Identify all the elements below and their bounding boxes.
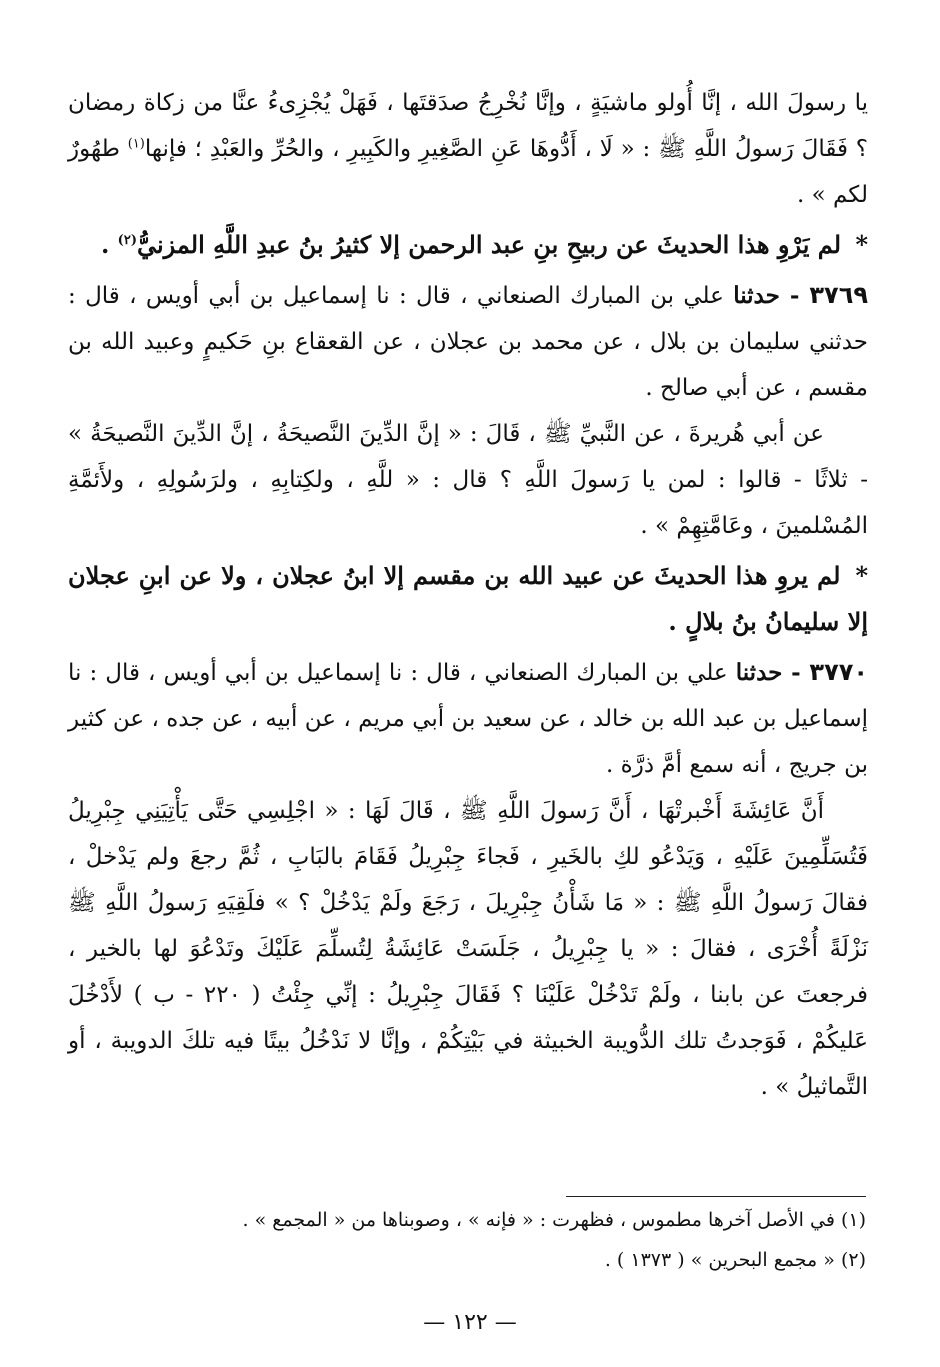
hadith-3770-matn-end: لأَدْخُلَ عَليكُمْ ، فَوَجدتُ تلك الدُّويبة الخبيثة في بَيْتِكُمْ ، وإنَّا لا نَدْخُلُ بيتًا فيه تلكَ الدويبة ، أو التَّماثيلُ » . [68,982,868,1100]
page-number: — ١٢٢ — [423,1310,517,1335]
footnote-2: (٢) « مجمع البحرين » ( ١٣٧٣ ) . [604,1249,866,1271]
hadith-3769-chain: علي بن المبارك الصنعاني ، قال : نا إسماعيل بن أبي أويس ، قال : حدثني سليمان بن بلال ، عن محمد بن عجلان ، عن القعقاع بنِ حَكيمٍ وعبيد الله بن مقسم ، عن أبي صالح . [68,283,868,401]
hadith-3769-isnad [68,272,868,411]
note1-text: لم يَرْوِ هذا الحديثَ عن ربيحِ بنِ عبد الرحمن إلا كثيرُ بنُ عبدِ اللَّهِ المزنيُّ [136,230,850,259]
hadith-number-3769: ٣٧٦٩ [809,281,868,309]
footnote-divider [566,1196,866,1197]
footnotes [66,1200,866,1280]
hadith-3770-matn [68,788,868,1110]
hadith-3770-lead: - حدثنا [735,659,810,686]
editor-note-1 [68,222,868,268]
star-icon: * [855,561,868,590]
star-icon: * [855,230,868,259]
editor-note-2 [68,553,868,645]
footnote-1: (١) في الأصل آخرها مطموس ، فظهرت : « فإنه » ، وصوبناها من « المجمع » . [242,1209,866,1231]
hadith-3770-matn-text: أَنَّ عَائِشَةَ أَخْبرتْهَا ، أَنَّ رَسولَ اللَّهِ ﷺ ، قَالَ لَهَا : « اجْلِسِي حَتَّى يَأْتِيَنِي جِبْرِيلُ فَتُسَلِّمِينَ عَلَيْهِ ، وَيَدْعُو لكِ بالخَيرِ ، فَجاءَ جِبْرِيلُ فَقَامَ بالبَابِ ، ثُمَّ رجعَ ولم يَدْخلْ ، فقالَ رَسولُ اللَّهِ ﷺ : « مَا شَأْنُ جِبْرِيلَ ، رَجَعَ ولَمْ يَدْخُلْ ؟ » فلَقِيَهِ رَسولُ اللَّهِ ﷺ نَزْلَةً أُخْرَى ، فقالَ : « يا جِبْرِيلُ ، جَلَسَتْ عَائِشَةُ لِتُسلِّمَ عَلَيْكَ وتَدْعُوَ لها بالخير ، فرجعتَ عن بابنا ، ولَمْ تَدْخُلْ عَلَيْنَا ؟ فَقَالَ جِبْرِيلُ : إنِّي جِئْتُ [68,798,868,1008]
hadith-continuation [68,80,868,218]
hadith-3769-lead: - حدثنا [733,282,810,309]
hadith-3770-chain: علي بن المبارك الصنعاني ، قال : نا إسماعيل بن أبي أويس ، قال : نا إسماعيل بن عبد الله بن خالد ، عن سعيد بن أبي مريم ، عن أبيه ، عن جده ، عن كثير بن جريج ، أنه سمع أمَّ ذرَّة . [68,660,868,778]
para1-text: يا رسولَ الله ، إنَّا أُولو ماشيَةٍ ، وإنَّا نُخْرِجُ صدَقتَها ، فَهَلْ يُجْزِىءُ عنَّا من زكاة رمضان ؟ فَقَالَ رَسولُ اللَّهِ ﷺ : « لَا ، أَدُّوهَا عَنِ الصَّغِيرِ والكَبِيرِ ، والحُرِّ والعَبْدِ ؛ فإنها [68,90,868,162]
hadith-3770-isnad [68,649,868,788]
main-text [68,80,868,1110]
folio-marker: ( ٢٢٠ - ب ) [123,982,272,1008]
footnote-marker-1: (١) [127,136,145,152]
hadith-3769-matn: عن أبي هُريرةَ ، عن النَّبيِّ ﷺ ، قَالَ : « إنَّ الدِّينَ النَّصيحَةُ ، إنَّ الدِّينَ النَّصيحَةُ » - ثلاثًا - قالوا : لمن يا رَسولَ اللَّهِ ؟ قال : « للَّهِ ، ولكِتابِهِ ، ولرَسُولِهِ ، ولأَئمَّةِ المُسْلمينَ ، وعَامَّتِهِمْ » . [68,421,868,539]
note1-end: . [100,230,118,259]
footnote-marker-2: (٢) [117,233,137,248]
note2-text: لم يروِ هذا الحديثَ عن عبيد الله بن مقسم إلا ابنُ عجلان ، ولا عن ابنِ عجلان إلا سليمانُ بنُ بلالٍ . [68,561,868,636]
hadith-number-3770: ٣٧٧٠ [809,658,869,686]
para1-end: طهُورٌ لكم » . [68,136,868,208]
